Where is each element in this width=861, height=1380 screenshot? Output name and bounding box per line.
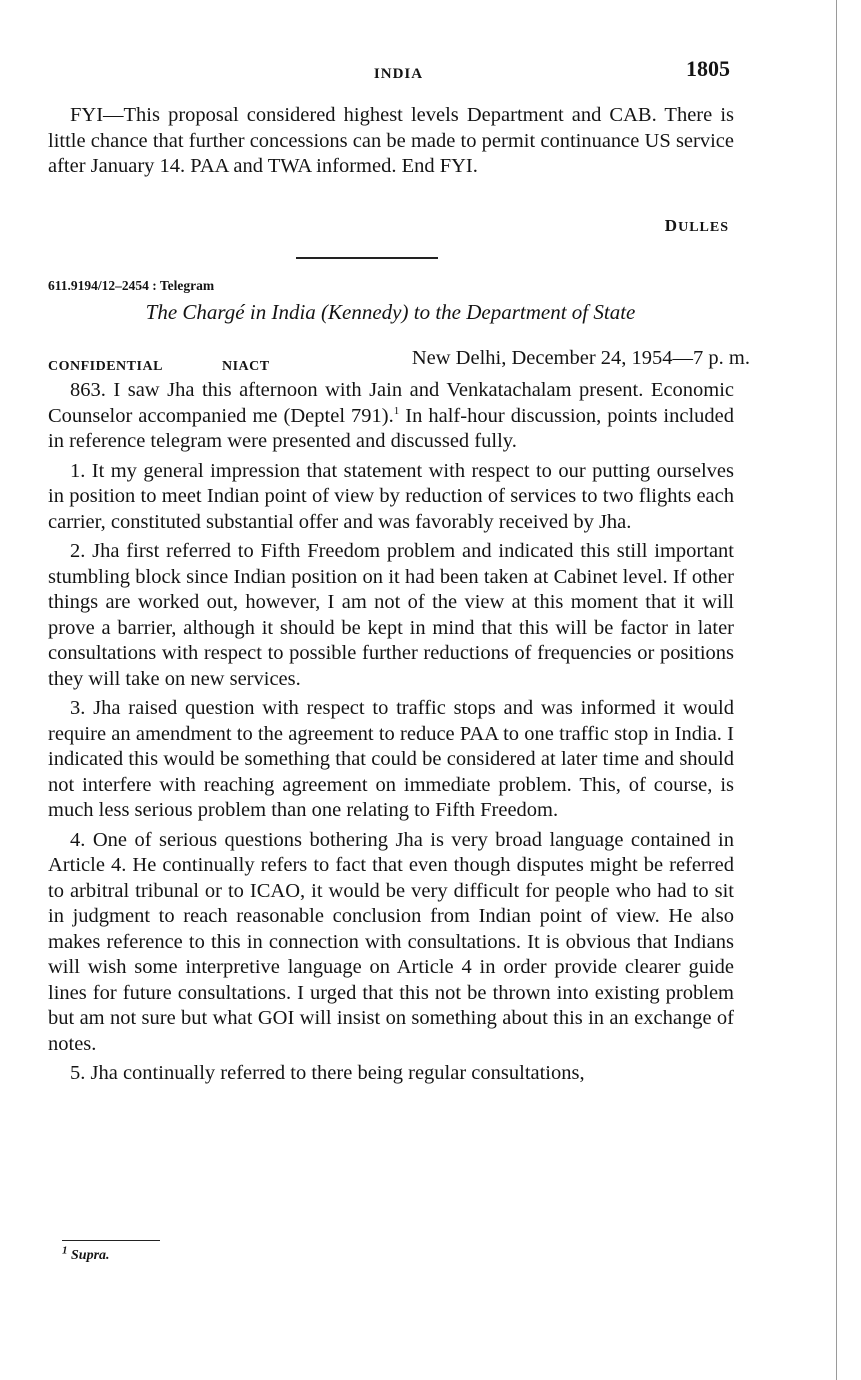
running-header: INDIA — [373, 66, 424, 82]
footnote-divider — [62, 1240, 160, 1241]
signature — [665, 216, 729, 236]
paragraph-4: 4. One of serious questions bothering Jha is very broad language contained in Article 4. He continually refers to fact that even though disputes might be referred to arbitral tribunal or to ICAO, it would be very difficult for people who had to sit in judgment to reach reasonable conclusion from Indian point of view. He also makes reference to this in connection with consultations. It is obvious that Indians will wish some interpretive language on Article 4 in order provide clearer guide lines for future consultations. I urged that this not be thrown into existing problem but am not sure but what GOI will insist on something about this in an exchange of notes. — [48, 828, 734, 1055]
fyi-paragraph: FYI—This proposal considered highest levels Department and CAB. There is little chance that further concessions can be made to permit continuance US service after January 14. PAA and TWA informed. End FYI. — [48, 104, 734, 177]
paragraph-2: 2. Jha first referred to Fifth Freedom problem and indicated this still important stumbling block since Indian position on it had been taken at Cabinet level. If other things are worked out, however, I am not of the view at this moment that it will prove a barrier, although it should be kept in mind that this will be factor in later consultations with respect to possible further reductions of frequencies or positions they will take on new services. — [48, 540, 734, 690]
footnote-marker: 1 — [393, 404, 400, 417]
paragraph-863-text: 863. I saw Jha this afternoon with Jain and Venkatachalam present. Economic Counselor accompanied me (Deptel 791). — [48, 379, 734, 427]
signature-rest: ULLES — [678, 220, 729, 235]
footnote-number: 1 — [62, 1244, 68, 1257]
section-divider — [296, 257, 438, 259]
paragraph-3: 3. Jha raised question with respect to traffic stops and was informed it would require an amendment to the agreement to reduce PAA to one traffic stop in India. I indicated this would be something that could be considered at later time and should not interfere with reaching agreement on immediate problem. This, of course, is much less serious problem than one relating to Fifth Freedom. — [48, 697, 734, 821]
telegram-body — [48, 378, 734, 1091]
page-edge-line — [836, 0, 837, 1380]
page-number: 1805 — [686, 56, 730, 81]
classification-label: CONFIDENTIAL — [48, 359, 163, 374]
paragraph-863-continuation: In half-hour discussion, points included in reference telegram were presented and discussed fully. — [48, 404, 735, 452]
signature-initial: D — [664, 216, 679, 235]
paragraph-5: 5. Jha continually referred to there being regular consultations, — [70, 1062, 585, 1084]
paragraph-863 — [48, 378, 734, 455]
file-reference: 611.9194/12–2454 : Telegram — [48, 278, 215, 293]
document-title: The Chargé in India (Kennedy) to the Department of State — [145, 300, 636, 324]
precedence-label: NIACT — [222, 359, 270, 374]
footnote — [62, 1244, 110, 1264]
footnote-text: Supra. — [71, 1248, 110, 1263]
dateline: New Delhi, December 24, 1954—7 p. m. — [411, 347, 750, 369]
paragraph-1: 1. It my general impression that statement with respect to our putting ourselves in position to meet Indian point of view by reduction of services to two flights each carrier, constituted substantial offer and was favorably received by Jha. — [48, 459, 734, 533]
